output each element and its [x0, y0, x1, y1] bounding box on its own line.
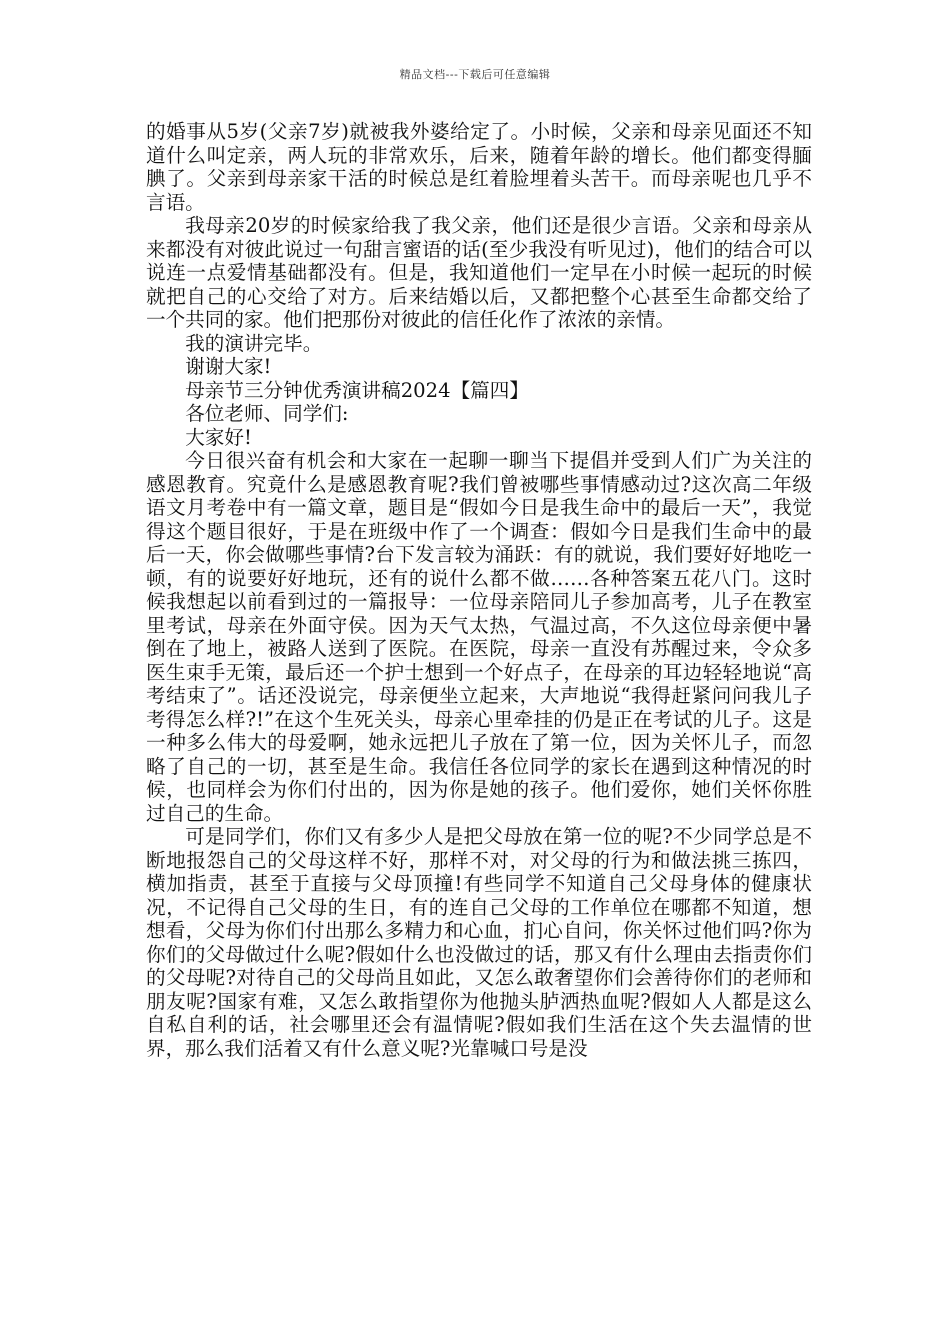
speech-closing-line: 我的演讲完毕。: [185, 331, 323, 355]
page-header: 精品文档---下载后可任意编辑: [399, 68, 551, 81]
paragraph-continued: 的婚事从5岁(父亲7岁)就被我外婆给定了。小时候，父亲和母亲见面还不知道什么叫定亲，两人玩的非常欢乐，后来，随着年龄的增长。他们都变得腼腆了。父亲到母亲家干活的时候总是红着脸埋着头苦干。而母亲呢也几乎不言语。: [146, 120, 812, 214]
paragraph: 我母亲20岁的时候家给我了我父亲，他们还是很少言语。父亲和母亲从来都没有对彼此说过一句甜言蜜语的话(至少我没有听见过)，他们的结合可以说连一点爱情基础都没有。但是，我知道他们一定早在小时候一起玩的时候就把自己的心交给了对方。后来结婚以后，又都把整个心甚至生命都交给了一个共同的家。他们把那份对彼此的信任化作了浓浓的亲情。: [146, 214, 812, 331]
section-title: 母亲节三分钟优秀演讲稿2024【篇四】: [185, 378, 529, 402]
document-body: [146, 120, 812, 1060]
paragraph: 今日很兴奋有机会和大家在一起聊一聊当下提倡并受到人们广为关注的感恩教育。究竟什么是感恩教育呢?我们曾被哪些事情感动过?这次高二年级语文月考卷中有一篇文章，题目是“假如今日是我生命中的最后一天”，我觉得这个题目很好，于是在班级中作了一个调查：假如今日是我们生命中的最后一天，你会做哪些事情?台下发言较为涌跃：有的就说，我们要好好地吃一顿，有的说要好好地玩，还有的说什么都不做……各种答案五花八门。这时候我想起以前看到过的一篇报导：一位母亲陪同儿子参加高考，儿子在教室里考试，母亲在外面守侯。因为天气太热，气温过高，不久这位母亲便中暑倒在了地上，被路人送到了医院。在医院，母亲一直没有苏醒过来，令众多医生束手无策，最后还一个护士想到一个好点子，在母亲的耳边轻轻地说“高考结束了”。话还没说完，母亲便坐立起来，大声地说“我得赶紧问问我儿子考得怎么样?!”在这个生死关头，母亲心里牵挂的仍是正在考试的儿子。这是一种多么伟大的母爱啊，她永远把儿子放在了第一位，因为关怀儿子，而忽略了自己的一切，甚至是生命。我信任各位同学的家长在遇到这种情况的时候，也同样会为你们付出的，因为你是她的孩子。他们爱你，她们关怀你胜过自己的生命。: [146, 449, 812, 825]
greeting: 大家好!: [185, 425, 252, 449]
salutation: 各位老师、同学们:: [185, 402, 349, 425]
paragraph: 可是同学们，你们又有多少人是把父母放在第一位的呢?不少同学总是不断地报怨自己的父母这样不好，那样不对，对父母的行为和做法挑三拣四，横加指责，甚至于直接与父母顶撞!有些同学不知道自己父母身体的健康状况，不记得自己父母的生日，有的连自己父母的工作单位在哪都不知道，想想看，父母为你们付出那么多精力和心血，扪心自问，你关怀过他们吗?你为你们的父母做过什么呢?假如什么也没做过的话，那又有什么理由去指责你们的父母呢?对待自己的父母尚且如此，又怎么敢奢望你们会善待你们的老师和朋友呢?国家有难，又怎么敢指望你为他抛头胪洒热血呢?假如人人都是这么自私自利的话，社会哪里还会有温情呢?假如我们生活在这个失去温情的世界，那么我们活着又有什么意义呢?光靠喊口号是没: [146, 825, 812, 1060]
thanks-line: 谢谢大家!: [185, 355, 272, 378]
